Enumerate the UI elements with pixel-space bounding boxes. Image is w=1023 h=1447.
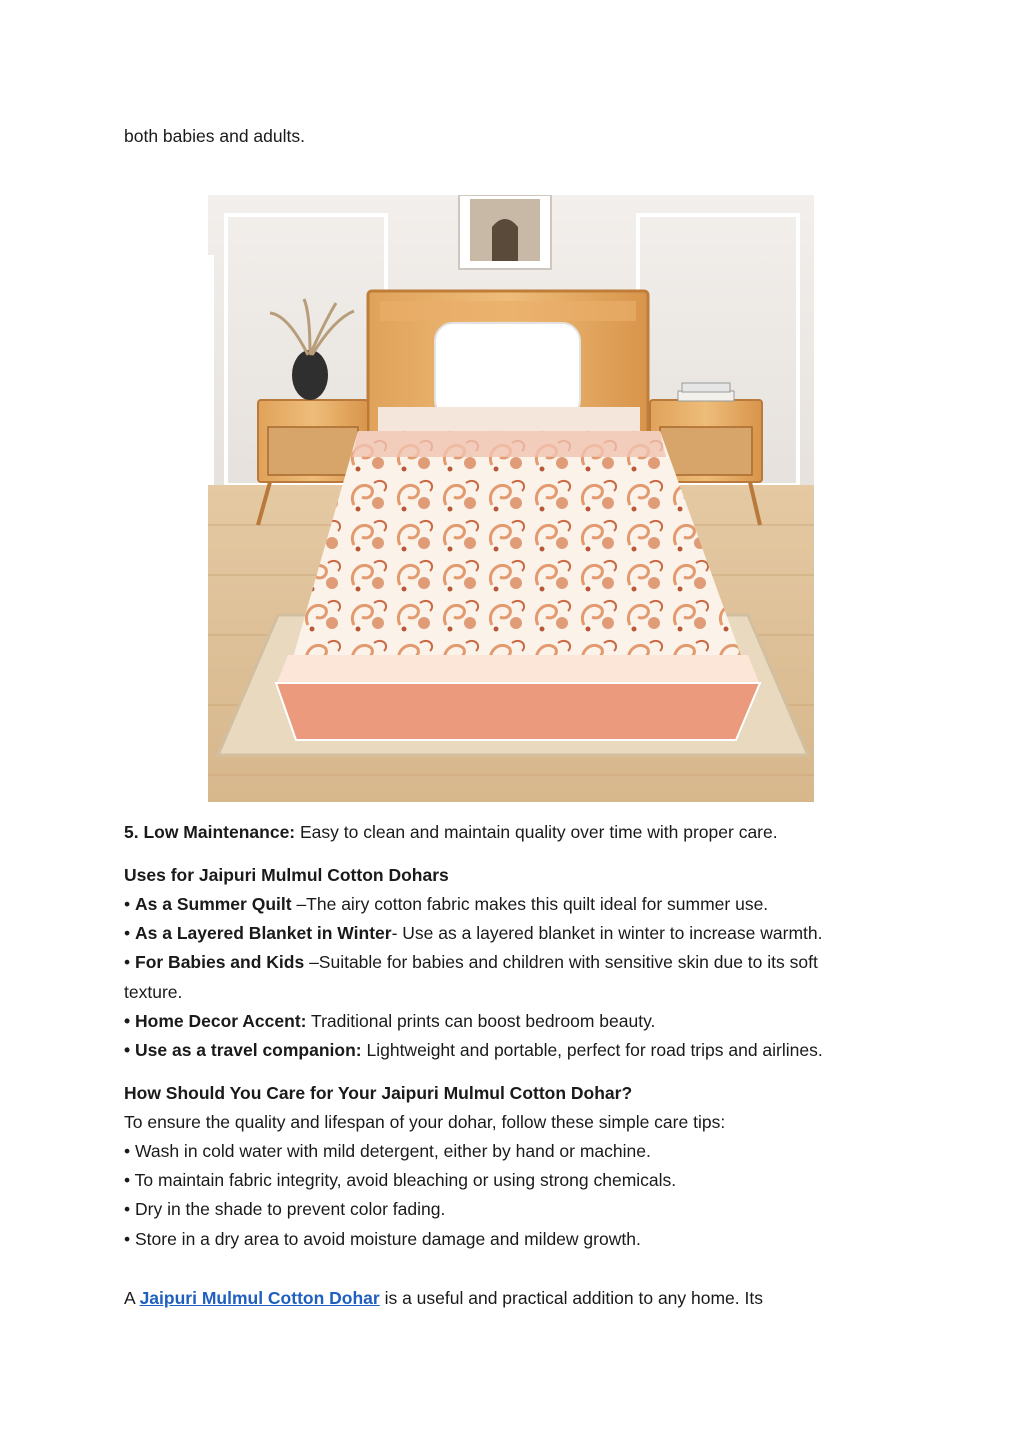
list-item: • As a Summer Quilt –The airy cotton fabric makes this quilt ideal for summer use. bbox=[124, 894, 769, 914]
product-image bbox=[208, 195, 814, 802]
care-tip: • Store in a dry area to avoid moisture damage and mildew growth. bbox=[124, 1229, 641, 1249]
jaipuri-dohar-link[interactable]: Jaipuri Mulmul Cotton Dohar bbox=[139, 1288, 380, 1308]
care-tip: • Wash in cold water with mild detergent, either by hand or machine. bbox=[124, 1141, 651, 1161]
list-item: • As a Layered Blanket in Winter- Use as a layered blanket in winter to increase warmth. bbox=[124, 923, 823, 943]
low-maintenance-line bbox=[124, 821, 778, 843]
intro-tail-text: both babies and adults. bbox=[124, 126, 305, 146]
list-item: • Use as a travel companion: Lightweight and portable, perfect for road trips and airlines. bbox=[124, 1040, 823, 1060]
low-maintenance-text: Easy to clean and maintain quality over time with proper care. bbox=[295, 822, 778, 842]
uses-heading: Uses for Jaipuri Mulmul Cotton Dohars bbox=[124, 865, 449, 885]
list-item: • Home Decor Accent: Traditional prints can boost bedroom beauty. bbox=[124, 1011, 656, 1031]
low-maintenance-label: 5. Low Maintenance: bbox=[124, 822, 296, 842]
closing-paragraph: A Jaipuri Mulmul Cotton Dohar is a useful and practical addition to any home. Its bbox=[124, 1288, 763, 1308]
list-item: • For Babies and Kids –Suitable for babies and children with sensitive skin due to its soft bbox=[124, 952, 818, 972]
care-intro: To ensure the quality and lifespan of your dohar, follow these simple care tips: bbox=[124, 1112, 726, 1132]
care-tip: • To maintain fabric integrity, avoid bleaching or using strong chemicals. bbox=[124, 1170, 677, 1190]
list-item-continuation: texture. bbox=[124, 982, 183, 1002]
care-tip: • Dry in the shade to prevent color fading. bbox=[124, 1199, 446, 1219]
care-heading: How Should You Care for Your Jaipuri Mulmul Cotton Dohar? bbox=[124, 1083, 633, 1103]
